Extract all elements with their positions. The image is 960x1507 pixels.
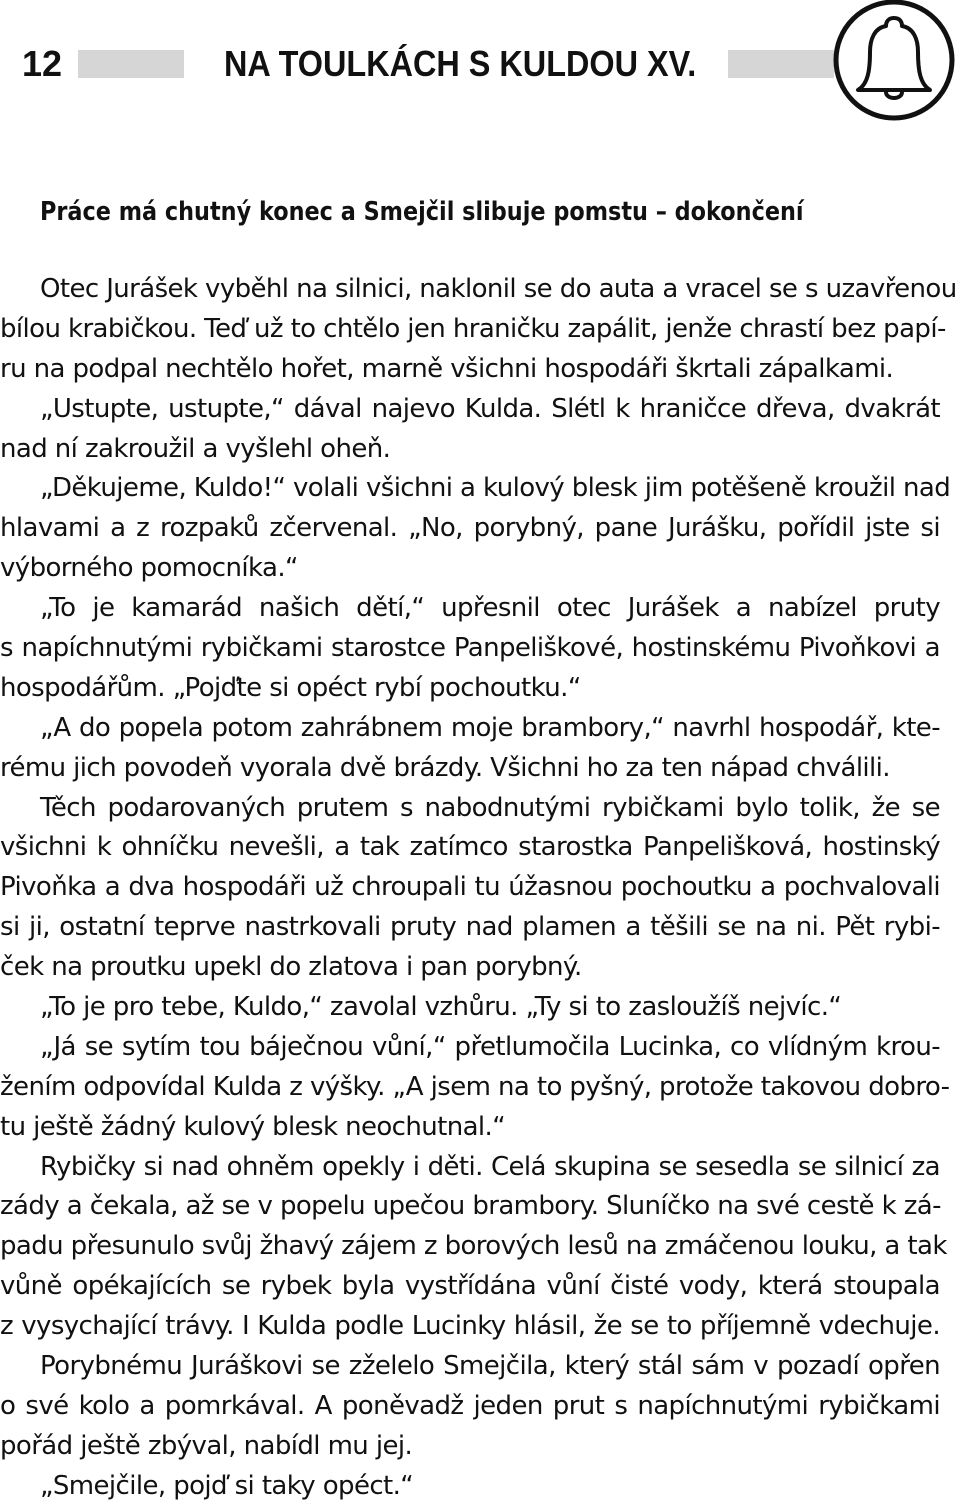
text-line: Rybičky si nad ohněm opekly i děti. Celá skupina se sesedla se silnicí za [40,1151,940,1182]
text-line: pořád ještě zbýval, nabídl mu jej. [0,1430,413,1461]
text-line: hlavami a z rozpaků zčervenal. „No, porybný, pane Jurášku, pořídil jste si [0,513,940,544]
header-bar-left [78,50,184,78]
text-line: „Já se sytím tou báječnou vůní,“ přetlumočila Lucinka, co vlídným krou- [40,1031,940,1062]
text-line: žením odpovídal Kulda z výšky. „A jsem na to pyšný, protože takovou dobro- [0,1071,950,1102]
text-line: o své kolo a pomrkával. A poněvadž jeden prut s napíchnutými rybičkami [0,1390,940,1421]
text-line: rému jich povodeň vyorala dvě brázdy. Všichni ho za ten nápad chválili. [0,752,890,783]
text-line: „To je pro tebe, Kuldo,“ zavolal vzhůru. „Ty si to zasloužíš nejvíc.“ [40,992,842,1023]
text-line: zády a čekala, až se v popelu upečou brambory. Sluníčko na své cestě k zá- [0,1191,941,1222]
text-line: Těch podarovaných prutem s nabodnutými rybičkami bylo tolik, že se [40,792,940,823]
text-line: padu přesunulo svůj žhavý zájem z borových lesů na zmáčenou louku, a tak [0,1231,947,1262]
text-line: s napíchnutými rybičkami starostce Panpeliškové, hostinskému Pivoňkovi a [0,633,940,664]
article-body [0,270,957,1507]
text-line: Otec Jurášek vyběhl na silnici, naklonil se do auta a vracel se s uzavřenou [40,274,957,304]
text-line: „A do popela potom zahrábnem moje brambory,“ navrhl hospodář, kte- [40,712,940,743]
header-bar-right [728,50,834,78]
text-line: si ji, ostatní teprve nastrkovali pruty nad plamen a těšili se na ni. Pět rybi- [0,912,940,943]
text-line: „Ustupte, ustupte,“ dával najevo Kulda. Slétl k hraničce dřeva, dvakrát [40,393,940,424]
article-title: Práce má chutný konec a Smejčil slibuje pomstu – dokončení [40,197,804,227]
text-line: bílou krabičkou. Teď už to chtělo jen hraničku zapálit, jenže chrastí bez papí- [0,313,946,344]
text-line: ček na proutku upekl do zlatova i pan porybný. [0,952,582,983]
text-line: nad ní zakroužil a vyšlehl oheň. [0,433,391,464]
text-line: Pivoňka a dva hospodáři už chroupali tu úžasnou pochoutku a pochvalovali [0,872,940,903]
text-line: hospodářům. „Pojďte si opéct rybí pochoutku.“ [0,672,581,703]
text-line: „Smejčile, pojď si taky opéct.“ [40,1470,414,1501]
text-line: ru na podpal nechtělo hořet, marně všichni hospodáři škrtali zápalkami. [0,353,894,384]
running-title: NA TOULKÁCH S KULDOU XV. [224,43,697,84]
text-line: vůně opékajících se rybek byla vystřídána vůní čisté vody, která stoupala [0,1271,940,1302]
text-line: Porybnému Juráškovi se zželelo Smejčila, který stál sám v pozadí opřen [40,1351,940,1382]
text-line: „To je kamarád našich dětí,“ upřesnil otec Jurášek a nabízel pruty [40,593,940,624]
text-line: výborného pomocníka.“ [0,553,298,584]
text-line: tu ještě žádný kulový blesk neochutnal.“ [0,1111,506,1142]
text-line: z vysychající trávy. I Kulda podle Lucinky hlásil, že se to příjemně vdechuje. [0,1311,940,1342]
text-line: „Děkujeme, Kuldo!“ volali všichni a kulový blesk jim potěšeně kroužil nad [40,473,951,504]
text-line: všichni k ohníčku nevešli, a tak zatímco starostka Panpelišková, hostinský [0,832,940,863]
page-number: 12 [22,43,63,84]
bell-icon [830,0,958,128]
page-header [0,0,960,140]
